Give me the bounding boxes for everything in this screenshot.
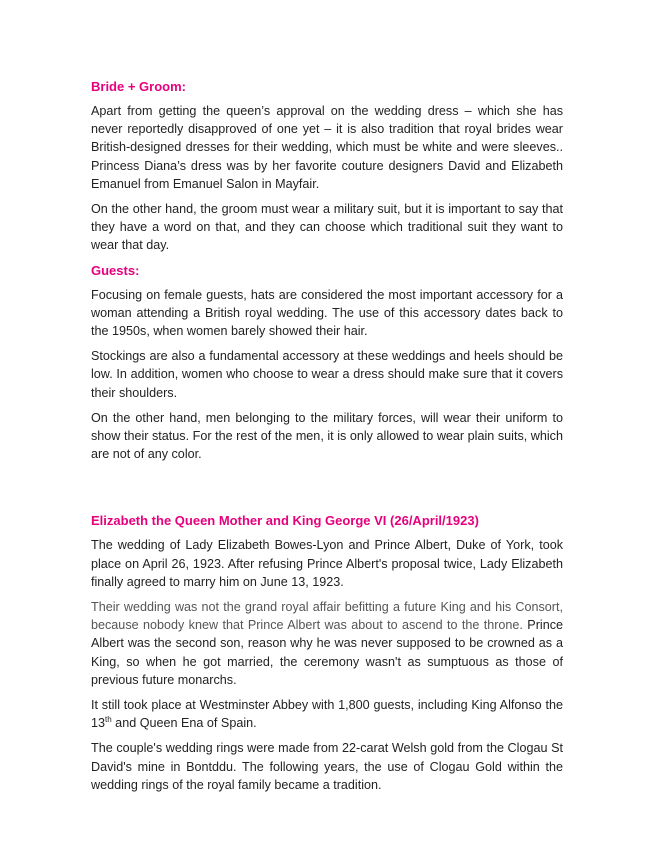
document-page — [91, 78, 563, 801]
paragraph: Focusing on female guests, hats are considered the most important accessory for a woman attending a British royal wedding. The use of this accessory dates back to the 1950s, when women barely showed their hair. — [91, 287, 563, 339]
paragraph: The couple's wedding rings were made from 22-carat Welsh gold from the Clogau St David's mine in Bontddu. The following years, the use of Clogau Gold within the wedding rings of the royal family became a tradition. — [91, 741, 563, 792]
gray-text: Their wedding was not the grand royal affair befitting a future King and his Consort, because nobody knew that Prince Albert was about to ascend to the throne. — [91, 600, 563, 633]
paragraph — [91, 598, 563, 689]
paragraph-text: It still took place at Westminster Abbey with 1,800 guests, including King Alfonso the 13 — [91, 698, 563, 731]
paragraph-text: and Queen Ena of Spain. — [111, 716, 257, 731]
paragraph: Stockings are also a fundamental accessory at these weddings and heels should be low. In addition, women who choose to wear a dress should make sure that it covers their shoulders. — [91, 349, 563, 400]
section-spacer — [91, 470, 563, 512]
paragraph — [91, 696, 563, 732]
paragraph: The wedding of Lady Elizabeth Bowes-Lyon and Prince Albert, Duke of York, took place on April 26, 1923. After refusing Prince Albert's proposal twice, Lady Elizabeth finally agreed to marry him on June 13, 1923. — [91, 538, 563, 589]
paragraph: On the other hand, the groom must wear a military suit, but it is important to say that they have a word on that, and they can choose which traditional suit they want to wear that day. — [91, 202, 563, 253]
section-heading-guests: Guests: — [91, 262, 140, 278]
paragraph: On the other hand, men belonging to the military forces, will wear their uniform to show their status. For the rest of the men, it is only allowed to wear plain suits, which are not of any color. — [91, 410, 563, 462]
section-heading-queen-mother-wedding: Elizabeth the Queen Mother and King George VI (26/April/1923) — [91, 513, 479, 529]
paragraph-text: Prince Albert was the second son, reason why he was never supposed to be crowned as a King, so when he got married, the ceremony wasn't as sumptuous as those of previous future monarchs. — [91, 618, 564, 687]
ordinal-superscript: th — [105, 715, 112, 725]
paragraph: Apart from getting the queen’s approval on the wedding dress – which she has never reportedly disapproved of one yet – it is also tradition that royal brides wear British-designed dresses for their wedding, which must be white and were sleeves.. Princess Diana’s dress was by her favorite couture designers David and Elizabeth Emanuel from Emanuel Salon in Mayfair. — [91, 104, 563, 191]
section-heading-bride-groom: Bride + Groom: — [91, 79, 186, 94]
